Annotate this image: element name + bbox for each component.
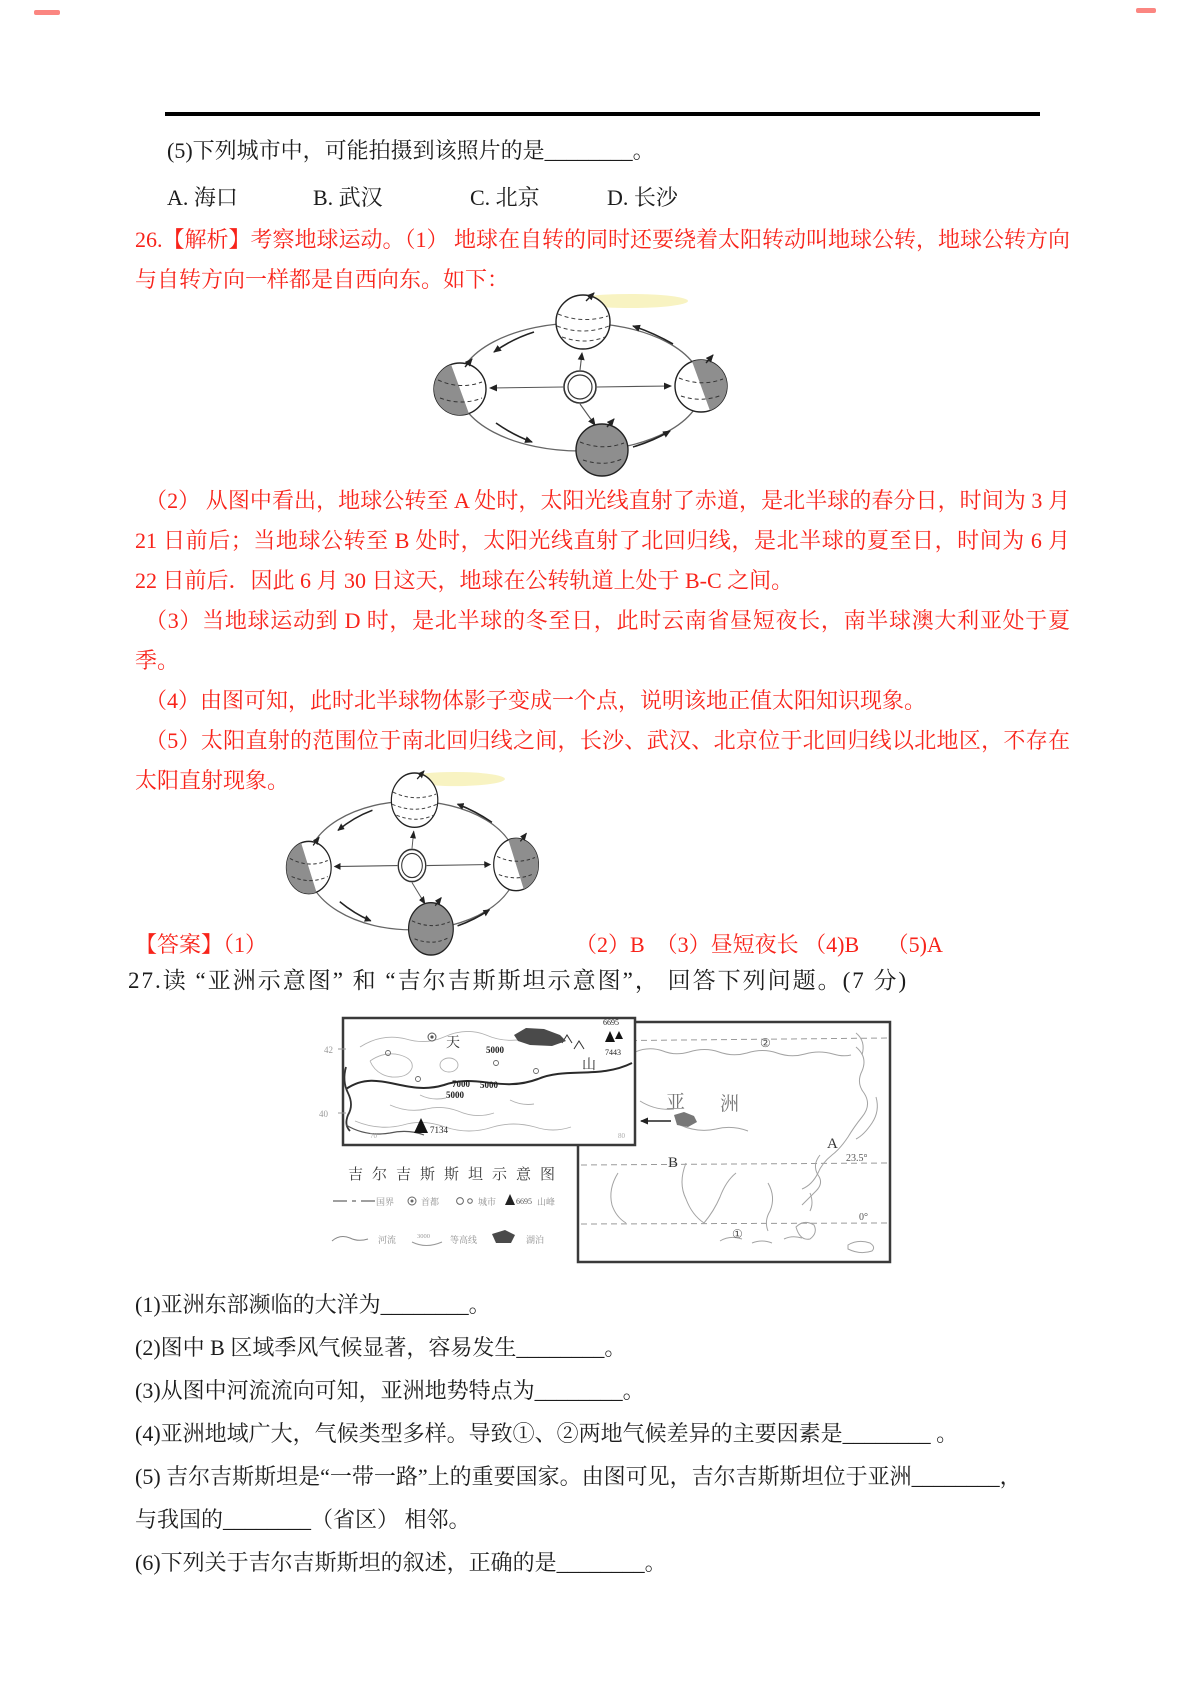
header-rule: [165, 112, 1040, 116]
legend-river-label: 河流: [378, 1235, 397, 1245]
q27-line-1: (1)亚洲东部濒临的大洋为________。: [135, 1292, 491, 1317]
elevation-label-1: 5000: [486, 1045, 504, 1055]
tianshan-label-tian: 天: [446, 1036, 460, 1051]
asia-label-ya: 亚: [666, 1092, 686, 1113]
q27-line-6: (6)下列关于吉尔吉斯斯坦的叙述，正确的是________。: [135, 1550, 667, 1575]
q27-line-5b: 与我国的________（省区） 相邻。: [135, 1507, 471, 1532]
analysis-body: [135, 481, 1070, 801]
legend-peak-label: 山峰: [537, 1197, 556, 1207]
sun-icon: [398, 849, 426, 881]
answer-values: （2）B （3）昼短夜长 （4)B （5)A: [575, 932, 943, 957]
q27-line-3: (3)从图中河流流向可知，亚洲地势特点为________。: [135, 1378, 645, 1403]
earth-revolution-diagram-1: [430, 292, 730, 477]
legend-peak-value: 6695: [516, 1197, 532, 1206]
analysis-intro: 26.【解析】考察地球运动。（1） 地球在自转的同时还要绕着太阳转动叫地球公转，地球公转方向与自转方向一样都是自西向东。如下：: [135, 227, 1071, 292]
capital-symbol: [428, 1033, 436, 1041]
lat-label-42: 42: [324, 1045, 333, 1055]
legend-peak-symbol: [505, 1194, 515, 1205]
sun-icon: [564, 371, 596, 403]
legend-city-symbol: [457, 1198, 473, 1205]
legend-capital-label: 首都: [421, 1197, 440, 1207]
tianshan-label-shan: 山: [582, 1058, 596, 1073]
earth-globe-bottom: [409, 898, 454, 955]
option-c: C. 北京: [470, 185, 540, 210]
peak-label-7134: 7134: [430, 1125, 448, 1135]
earth-globe-left: [430, 359, 486, 422]
q27-title: 27.读 “亚洲示意图” 和 “吉尔吉斯斯坦示意图”， 回答下列问题。(7 分): [128, 968, 909, 993]
analysis-p5: （5）太阳直射的范围位于南北回归线之间，长沙、武汉、北京位于北回归线以北地区，不存在太阳直射现象。: [135, 728, 1070, 793]
earth-globe-right: [494, 831, 541, 891]
legend-contour-label: 等高线: [450, 1235, 478, 1245]
option-b: B. 武汉: [313, 185, 383, 210]
region-label-b: B: [668, 1155, 679, 1171]
elevation-label-3: 5000: [480, 1080, 498, 1090]
answer-label: 【答案】（1）: [135, 932, 268, 957]
q26-part5-stem: (5)下列城市中，可能拍摄到该照片的是________。: [167, 138, 655, 163]
analysis-p2: （2） 从图中看出，地球公转至 A 处时，太阳光线直射了赤道，是北半球的春分日，时间为 3 月 21 日前后；当地球公转至 B 处时，太阳光线直射了北回归线，是北半球的夏至日，时间为 6 月 22 日前后．因此 6 月 30 日这天，地球在公转轨道上处于 B-C 之间。: [135, 488, 1070, 593]
q27-line-2: (2)图中 B 区域季风气候显著，容易发生________。: [135, 1335, 627, 1360]
earth-globe-left: [283, 837, 331, 901]
legend-river-symbol: [332, 1237, 368, 1241]
legend-lake-symbol: [492, 1230, 515, 1243]
analysis-p3: （3）当地球运动到 D 时，是北半球的冬至日，此时云南省昼短夜长，南半球澳大利亚处于夏季。: [135, 608, 1070, 673]
asia-label-zhou: 洲: [720, 1094, 740, 1115]
option-d: D. 长沙: [607, 185, 678, 210]
q27-line-5a: (5) 吉尔吉斯斯坦是“一带一路”上的重要国家。由图可见，吉尔吉斯斯坦位于亚洲________，: [135, 1464, 1022, 1489]
legend-contour-value: 3000: [417, 1233, 430, 1240]
lon-label-70: 70: [370, 1132, 377, 1140]
elevation-label-4: 5000: [446, 1090, 464, 1100]
region-label-a: A: [827, 1136, 838, 1152]
option-a: A. 海口: [167, 185, 238, 210]
elevation-label-2: 7000: [452, 1079, 470, 1089]
equator-label: 0°: [859, 1212, 868, 1223]
scan-artifact-right: [1136, 8, 1156, 13]
options-row: [167, 181, 887, 211]
peak-label-6695: 6695: [603, 1018, 619, 1027]
tropic-label: 23.5°: [846, 1153, 868, 1164]
analysis-p4: （4）由图可知，此时北半球物体影子变成一个点，说明该地正值太阳知识现象。: [145, 688, 927, 713]
point-label-1: ①: [732, 1227, 743, 1241]
earth-globe-right: [675, 353, 730, 412]
kyrgyz-map-caption: 吉尔吉斯斯坦示意图: [348, 1167, 565, 1183]
legend-boundary-label: 国界: [376, 1197, 395, 1207]
scan-artifact-left: [34, 10, 60, 15]
legend-contour-symbol: [412, 1242, 442, 1246]
legend-lake-label: 湖泊: [526, 1235, 545, 1245]
map-legend: [332, 1194, 555, 1246]
legend-city-label: 城市: [478, 1197, 497, 1207]
lat-label-40: 40: [319, 1109, 328, 1119]
kyrgyzstan-map: [319, 1018, 635, 1145]
q27-questions: [135, 1283, 1145, 1584]
legend-capital-symbol: [408, 1197, 416, 1205]
q27-line-4: (4)亚洲地域广大，气候类型多样。导致①、②两地气候差异的主要因素是________ 。: [135, 1421, 959, 1446]
point-label-2: ②: [760, 1036, 771, 1050]
lon-label-80: 80: [618, 1132, 625, 1140]
earth-revolution-diagram-2: [283, 770, 541, 956]
maps-figure: [300, 1005, 900, 1275]
earth-globe-bottom: [576, 419, 628, 476]
peak-label-7443: 7443: [605, 1048, 621, 1057]
